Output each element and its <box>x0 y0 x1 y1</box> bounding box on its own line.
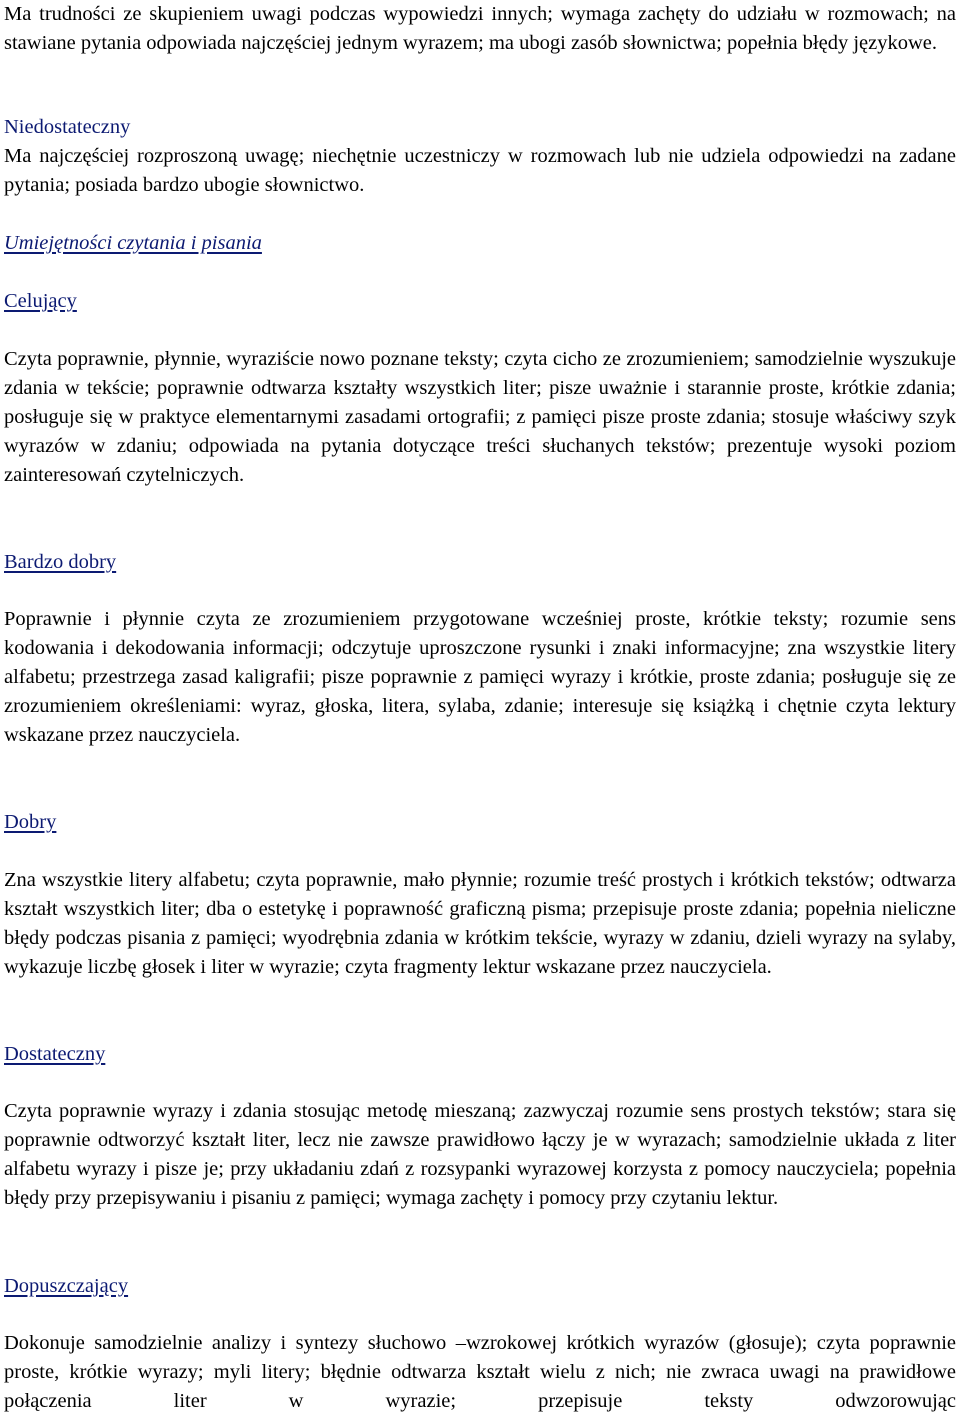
intro-paragraph: Ma trudności ze skupieniem uwagi podczas wypowiedzi innych; wymaga zachęty do udziału w rozmowach; na stawiane pytania odpowiada najczęściej jednym wyrazem; ma ubogi zasób słownictwa; popełnia błędy językowe. <box>4 3 956 54</box>
grade-text-niedostateczny: Ma najczęściej rozproszoną uwagę; niechętnie uczestniczy w rozmowach lub nie udziela odpowiedzi na zadane pytania; posiada bardzo ubogie słownictwo. <box>4 145 956 196</box>
section-title: Umiejętności czytania i pisania <box>4 232 262 254</box>
grade-text-dopuszczajacy: Dokonuje samodzielnie analizy i syntezy słuchowo –wzrokowej krótkich wyrazów (głosuje); czyta poprawnie proste, krótkie wyrazy; myli litery; błędnie odtwarza kształt wielu z nich; nie zwraca uwagi na prawidłowe połączenia liter w wyrazie; przepisuje teksty odwzorowując <box>4 1332 956 1412</box>
grade-heading-dostateczny: Dostateczny <box>4 1043 106 1065</box>
grade-text-dostateczny: Czyta poprawnie wyrazy i zdania stosując metodę mieszaną; zazwyczaj rozumie sens prostych tekstów; stara się poprawnie odtworzyć kształt liter, lecz nie zawsze prawidłowo łączy je w wyrazach; samodzielnie układa z liter alfabetu wyrazy i pisze je; przy układaniu zdań z rozsypanki wyrazowej korzysta z pomocy nauczyciela; popełnia błędy przy przepisywaniu i pisaniu z pamięci; wymaga zachęty i pomocy przy czytaniu lektur. <box>4 1100 956 1209</box>
grade-text-dobry: Zna wszystkie litery alfabetu; czyta poprawnie, mało płynnie; rozumie treść prostych i krótkich tekstów; odtwarza kształt wszystkich liter; dba o estetykę i poprawność graficzną pisma; przepisuje proste zdania; popełnia nieliczne błędy podczas pisania z pamięci; wyodrębnia zdania w krótkim tekście, wyrazy w zdaniu, dzieli wyrazy na sylaby, wykazuje liczbę głosek i liter w wyrazie; czyta fragmenty lektur wskazane przez nauczyciela. <box>4 869 956 978</box>
grade-heading-niedostateczny: Niedostateczny <box>4 116 131 138</box>
grade-heading-celujacy: Celujący <box>4 290 77 312</box>
grade-text-bardzo-dobry: Poprawnie i płynnie czyta ze zrozumieniem przygotowane wcześniej proste, krótkie teksty; rozumie sens kodowania i dekodowania informacji; odczytuje uproszczone rysunki i znaki informacyjne; zna wszystkie litery alfabetu; przestrzega zasad kaligrafii; pisze poprawnie z pamięci wyrazy i krótkie, proste zdania; posługuje się ze zrozumieniem określeniami: wyraz, głoska, litera, sylaba, zdanie; interesuje się książką i chętnie czyta lektury wskazane przez nauczyciela. <box>4 608 956 746</box>
grade-heading-dobry: Dobry <box>4 811 57 833</box>
grade-heading-bardzo-dobry: Bardzo dobry <box>4 551 117 573</box>
grade-text-celujacy: Czyta poprawnie, płynnie, wyraziście nowo poznane teksty; czyta cicho ze zrozumieniem; samodzielnie wyszukuje zdania w tekście; poprawnie odtwarza kształty wszystkich liter; pisze uważnie i starannie proste, krótkie zdania; posługuje się w praktyce elementarnymi zasadami ortografii; z pamięci pisze proste zdania; stosuje właściwy szyk wyrazów w zdaniu; odpowiada na pytania dotyczące treści słuchanych tekstów; prezentuje wysoki poziom zainteresowań czytelniczych. <box>4 348 956 486</box>
grade-heading-dopuszczajacy: Dopuszczający <box>4 1275 129 1297</box>
